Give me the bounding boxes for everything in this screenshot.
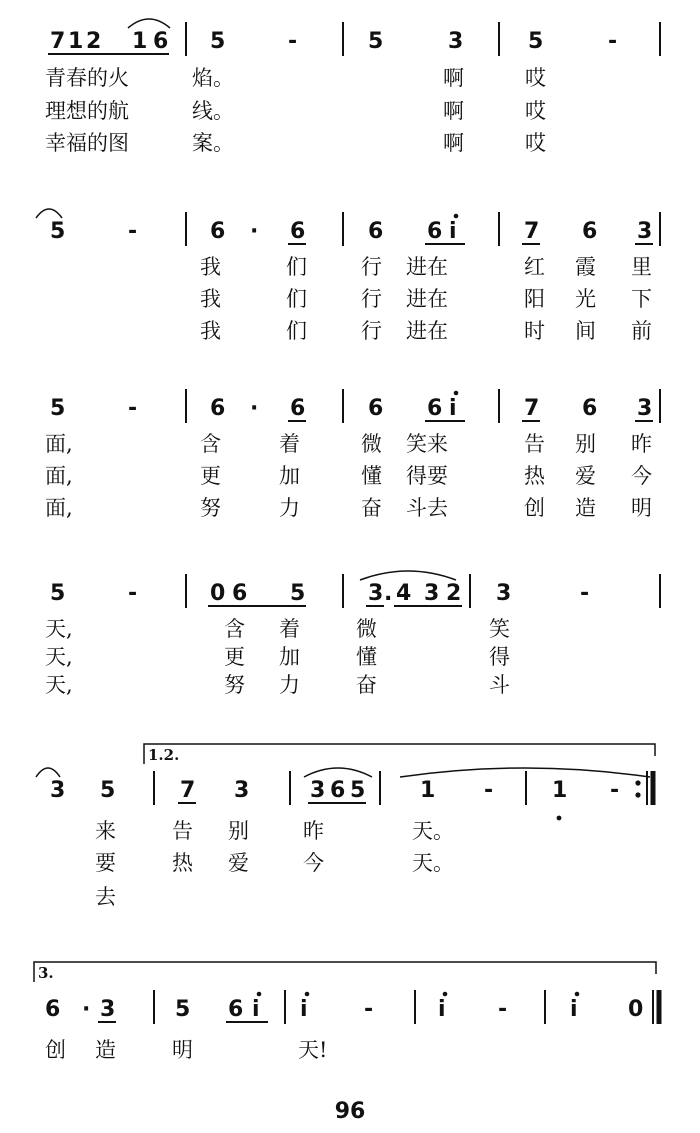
lyric: 哎 bbox=[525, 131, 546, 155]
lyric: 行 bbox=[361, 287, 382, 311]
note: 6 bbox=[232, 581, 248, 606]
lyric: 焰。 bbox=[192, 66, 234, 90]
note: 7 bbox=[50, 29, 66, 54]
repeat-dot bbox=[635, 792, 640, 797]
lyric: 热 bbox=[524, 464, 545, 488]
lyric: 进在 bbox=[406, 319, 448, 343]
note: 6 bbox=[582, 219, 598, 244]
lyric: 得要 bbox=[406, 464, 448, 488]
lyric: 别 bbox=[228, 819, 249, 843]
lyric: 我 bbox=[200, 319, 221, 343]
octave-dot bbox=[454, 391, 459, 396]
lyric: 造 bbox=[95, 1038, 116, 1062]
lyric: 力 bbox=[279, 496, 300, 520]
lyric: 青春的火 bbox=[45, 66, 129, 90]
note: 5 bbox=[50, 581, 66, 606]
sustain-dash: - bbox=[608, 29, 618, 54]
lyric: 红 bbox=[524, 255, 545, 279]
note: i bbox=[570, 997, 578, 1022]
sustain-dash: - bbox=[610, 778, 620, 803]
lyric: 天! bbox=[298, 1038, 328, 1062]
lyric: 努 bbox=[224, 673, 245, 697]
lyric: 奋 bbox=[356, 673, 377, 697]
lyric: 我 bbox=[200, 255, 221, 279]
sustain-dash: - bbox=[128, 396, 138, 421]
octave-dot bbox=[443, 992, 448, 997]
note: 3 bbox=[50, 778, 66, 803]
note: 6 bbox=[210, 396, 226, 421]
volta-bracket bbox=[34, 962, 656, 982]
repeat-dot bbox=[635, 780, 640, 785]
sustain-dash: - bbox=[128, 581, 138, 606]
lyric: 们 bbox=[286, 255, 307, 279]
note: 3 bbox=[424, 581, 440, 606]
lyric: 更 bbox=[224, 645, 245, 669]
lyric: 加 bbox=[279, 464, 300, 488]
lyric: 斗 bbox=[489, 673, 510, 697]
lyric: 霞 bbox=[575, 255, 596, 279]
lyric: 昨 bbox=[303, 819, 324, 843]
note: 6 bbox=[45, 997, 61, 1022]
lyric: 里 bbox=[631, 255, 652, 279]
lyric: 加 bbox=[279, 645, 300, 669]
note: 3 bbox=[448, 29, 464, 54]
note: 2 bbox=[446, 581, 462, 606]
note: . bbox=[384, 581, 393, 606]
note: · bbox=[82, 997, 91, 1022]
note: 4 bbox=[396, 581, 412, 606]
note: · bbox=[250, 219, 259, 244]
note: 5 bbox=[210, 29, 226, 54]
lyric: 含 bbox=[200, 432, 221, 456]
slur-arc bbox=[360, 571, 456, 580]
lyric: 前 bbox=[631, 319, 652, 343]
lyric: 面, bbox=[45, 432, 73, 456]
lyric: 着 bbox=[279, 617, 300, 641]
lyric: 天, bbox=[45, 645, 73, 669]
lyric: 力 bbox=[279, 673, 300, 697]
note: 5 bbox=[528, 29, 544, 54]
lyric: 啊 bbox=[443, 66, 464, 90]
lyric: 间 bbox=[575, 319, 596, 343]
lyric: 造 bbox=[575, 496, 596, 520]
lyric: 进在 bbox=[406, 255, 448, 279]
lyric: 们 bbox=[286, 287, 307, 311]
lyric: 去 bbox=[95, 885, 116, 909]
lyric: 懂 bbox=[361, 464, 382, 488]
slur-arc bbox=[36, 209, 62, 218]
lyric: 微 bbox=[356, 617, 377, 641]
lyric: 幸福的图 bbox=[45, 131, 129, 155]
lyric: 今 bbox=[303, 851, 324, 875]
note: i bbox=[252, 997, 260, 1022]
lyric: 爱 bbox=[575, 464, 596, 488]
sustain-dash: - bbox=[288, 29, 298, 54]
note: 6 bbox=[427, 396, 443, 421]
lyric: 时 bbox=[524, 319, 545, 343]
note: 6 bbox=[290, 219, 306, 244]
volta-bracket bbox=[144, 744, 655, 764]
note: i bbox=[449, 219, 457, 244]
note: 1 bbox=[132, 29, 148, 54]
note: 7 bbox=[180, 778, 196, 803]
note: 7 bbox=[524, 219, 540, 244]
low-octave-dot bbox=[557, 816, 562, 821]
lyric: 进在 bbox=[406, 287, 448, 311]
lyric: 今 bbox=[631, 464, 652, 488]
note: 1 bbox=[420, 778, 436, 803]
lyric: 天, bbox=[45, 617, 73, 641]
note: i bbox=[438, 997, 446, 1022]
lyric: 哎 bbox=[525, 66, 546, 90]
sustain-dash: - bbox=[128, 219, 138, 244]
lyric: 天, bbox=[45, 673, 73, 697]
note: 6 bbox=[427, 219, 443, 244]
note: 5 bbox=[50, 219, 66, 244]
note: 7 bbox=[524, 396, 540, 421]
lyric: 天。 bbox=[412, 819, 454, 843]
octave-dot bbox=[257, 992, 262, 997]
note: 6 bbox=[368, 396, 384, 421]
lyric: 别 bbox=[575, 432, 596, 456]
lyric: 着 bbox=[279, 432, 300, 456]
lyric: 奋 bbox=[361, 496, 382, 520]
lyric: 线。 bbox=[192, 99, 234, 123]
lyric: 案。 bbox=[192, 131, 234, 155]
note: 5 bbox=[290, 581, 306, 606]
lyric: 明 bbox=[172, 1038, 193, 1062]
sustain-dash: - bbox=[364, 997, 374, 1022]
note: i bbox=[300, 997, 308, 1022]
lyric: 得 bbox=[489, 645, 510, 669]
lyric: 笑来 bbox=[406, 432, 448, 456]
lyric: 行 bbox=[361, 319, 382, 343]
lyric: 面, bbox=[45, 464, 73, 488]
note: 1 bbox=[68, 29, 84, 54]
lyric: 更 bbox=[200, 464, 221, 488]
sustain-dash: - bbox=[580, 581, 590, 606]
note: 3 bbox=[496, 581, 512, 606]
note: 2 bbox=[86, 29, 102, 54]
lyric: 下 bbox=[631, 287, 652, 311]
lyric: 努 bbox=[200, 496, 221, 520]
note: 1 bbox=[552, 778, 568, 803]
note: 6 bbox=[228, 997, 244, 1022]
note: 6 bbox=[582, 396, 598, 421]
lyric: 懂 bbox=[356, 645, 377, 669]
note: 6 bbox=[210, 219, 226, 244]
note: 3 bbox=[637, 219, 653, 244]
lyric: 理想的航 bbox=[45, 99, 129, 123]
lyric: 天。 bbox=[412, 851, 454, 875]
lyric: 啊 bbox=[443, 99, 464, 123]
lyric: 含 bbox=[224, 617, 245, 641]
lyric: 啊 bbox=[443, 131, 464, 155]
lyric: 行 bbox=[361, 255, 382, 279]
note: 3 bbox=[100, 997, 116, 1022]
lyric: 创 bbox=[45, 1038, 66, 1062]
volta-label: 3. bbox=[38, 964, 54, 982]
note: 6 bbox=[153, 29, 169, 54]
note: 0 bbox=[628, 997, 644, 1022]
lyric: 微 bbox=[361, 432, 382, 456]
lyric: 光 bbox=[575, 287, 596, 311]
lyric: 昨 bbox=[631, 432, 652, 456]
lyric: 笑 bbox=[489, 617, 510, 641]
lyric: 要 bbox=[95, 851, 116, 875]
note: i bbox=[449, 396, 457, 421]
slur-arc bbox=[304, 768, 372, 777]
note: 0 bbox=[210, 581, 226, 606]
slur-arc bbox=[128, 19, 170, 28]
octave-dot bbox=[575, 992, 580, 997]
note: 5 bbox=[368, 29, 384, 54]
lyric: 阳 bbox=[524, 287, 545, 311]
lyric: 告 bbox=[172, 819, 193, 843]
note: 3 bbox=[310, 778, 326, 803]
note: · bbox=[250, 396, 259, 421]
lyric: 我 bbox=[200, 287, 221, 311]
lyric: 哎 bbox=[525, 99, 546, 123]
sustain-dash: - bbox=[498, 997, 508, 1022]
lyric: 告 bbox=[524, 432, 545, 456]
note: 6 bbox=[330, 778, 346, 803]
note: 5 bbox=[175, 997, 191, 1022]
lyric: 热 bbox=[172, 851, 193, 875]
note: 6 bbox=[290, 396, 306, 421]
note: 5 bbox=[350, 778, 366, 803]
note: 5 bbox=[50, 396, 66, 421]
lyric: 明 bbox=[631, 496, 652, 520]
note: 5 bbox=[100, 778, 116, 803]
sustain-dash: - bbox=[484, 778, 494, 803]
note: 6 bbox=[368, 219, 384, 244]
slur-arc bbox=[36, 768, 60, 777]
lyric: 来 bbox=[95, 819, 116, 843]
note: 3 bbox=[368, 581, 384, 606]
volta-label: 1.2. bbox=[148, 746, 180, 764]
lyric: 创 bbox=[524, 496, 545, 520]
lyric: 们 bbox=[286, 319, 307, 343]
note: 3 bbox=[234, 778, 250, 803]
note: 3 bbox=[637, 396, 653, 421]
lyric: 面, bbox=[45, 496, 73, 520]
octave-dot bbox=[305, 992, 310, 997]
octave-dot bbox=[454, 214, 459, 219]
lyric: 爱 bbox=[228, 851, 249, 875]
lyric: 斗去 bbox=[406, 496, 448, 520]
page-number: 96 bbox=[334, 1099, 366, 1124]
